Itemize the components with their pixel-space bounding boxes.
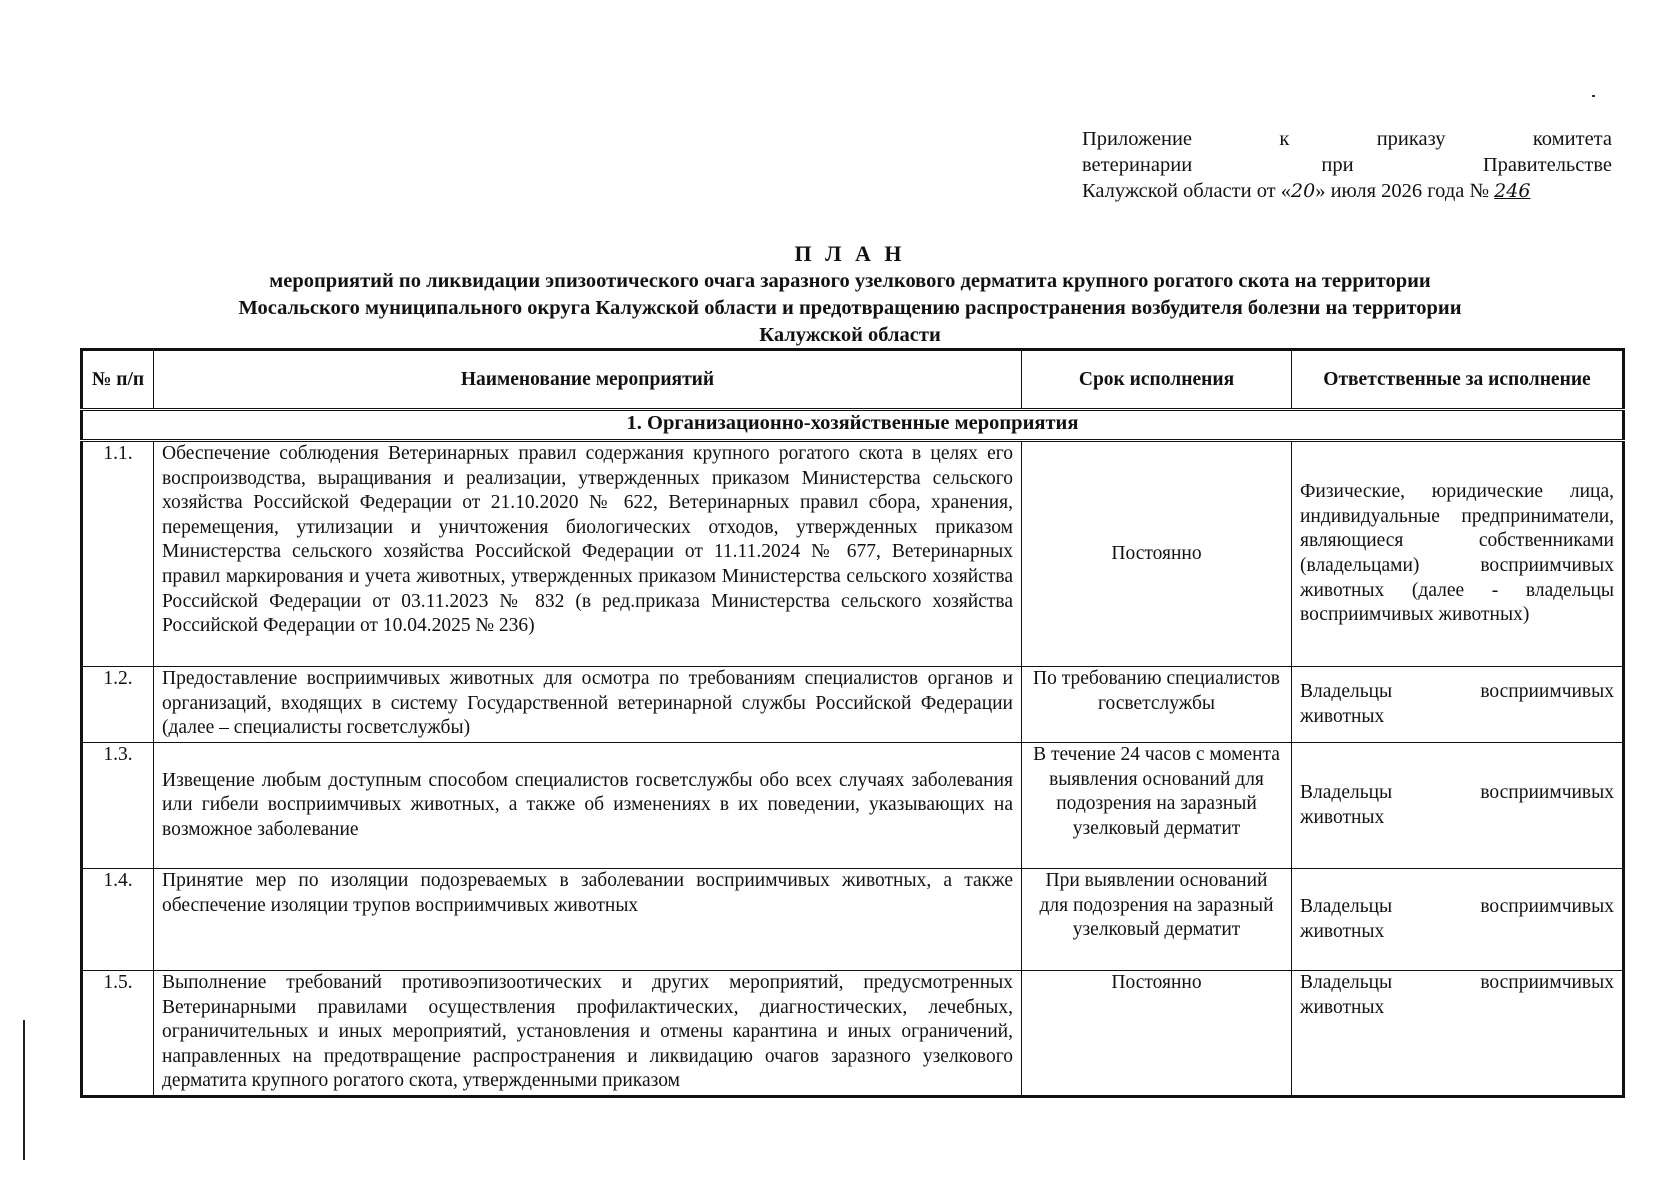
plan-subtitle-line: Мосальского муниципального округа Калужской области и предотвращению распространения возбудителя болезни на территории [238, 297, 1462, 319]
row-activity: Извещение любым доступным способом специалистов госветслужбы обо всех случаях заболевания или гибели восприимчивых животных, а также об изменениях в их поведении, указывающих на возможное заболевание [154, 743, 1022, 869]
handwritten-order-number: 246 [1494, 180, 1531, 202]
annex-word: ветеринарии [1082, 154, 1193, 176]
row-number: 1.1. [82, 441, 154, 667]
table-row [82, 441, 1624, 667]
table-header-row [82, 350, 1624, 410]
row-activity: Обеспечение соблюдения Ветеринарных правил содержания крупного рогатого скота в целях его воспроизводства, выращивания и реализации, утвержденных приказом Министерства сельского хозяйства Российской Федерации от 21.10.2020 № 622, Ветеринарных правил сбора, хранения, перемещения, утилизации и уничтожения биологических отходов, утвержденных приказом Министерства сельского хозяйства Российской Федерации от 11.11.2024 № 677, Ветеринарных правил маркирования и учета животных, утвержденных приказом Министерства сельского хозяйства Российской Федерации от 03.11.2023 № 832 (в ред.приказа Министерства сельского хозяйства Российской Федерации от 10.04.2025 № 236) [154, 441, 1022, 667]
row-responsible: Владельцы восприимчивых животных [1292, 667, 1624, 743]
row-term: Постоянно [1022, 971, 1292, 1097]
table-row [82, 971, 1624, 1097]
annex-line-3 [1082, 178, 1612, 204]
section-row [82, 410, 1624, 441]
handwritten-date: 20 [1291, 180, 1316, 202]
annex-word: при [1321, 154, 1354, 176]
annex-header [1082, 126, 1612, 204]
annex-line-1 [1082, 126, 1612, 152]
annex-text: » июля 2026 года № [1315, 180, 1495, 202]
row-responsible: Владельцы восприимчивых животных [1292, 971, 1624, 1097]
annex-word: Приложение [1082, 128, 1193, 150]
row-number: 1.4. [82, 869, 154, 971]
annex-line-2 [1082, 152, 1612, 178]
table-row [82, 667, 1624, 743]
row-number: 1.2. [82, 667, 154, 743]
section-title: 1. Организационно-хозяйственные мероприятия [82, 410, 1624, 441]
row-activity: Принятие мер по изоляции подозреваемых в заболевании восприимчивых животных, а также обеспечение изоляции трупов восприимчивых животных [154, 869, 1022, 971]
table-row [82, 869, 1624, 971]
annex-word: к [1279, 128, 1290, 150]
annex-word: Правительстве [1482, 154, 1612, 176]
header-name: Наименование мероприятий [154, 350, 1022, 410]
row-activity: Предоставление восприимчивых животных для осмотра по требованиям специалистов органов и организаций, входящих в систему Государственной ветеринарной службы Российской Федерации (далее – специалисты госветслужбы) [154, 667, 1022, 743]
row-activity: Выполнение требований противоэпизоотических и других мероприятий, предусмотренных Ветеринарными правилами осуществления профилактических, диагностических, лечебных, ограничительных и иных мероприятий, установления и отмены карантина и иных ограничений, направленных на предотвращение распространения и ликвидацию очагов заразного узелкового дерматита крупного рогатого скота, утвержденными приказом [154, 971, 1022, 1097]
row-term: В течение 24 часов с момента выявления оснований для подозрения на заразный узелковый дерматит [1022, 743, 1292, 869]
scan-margin-line [23, 1020, 25, 1160]
header-responsible: Ответственные за исполнение [1292, 350, 1624, 410]
scan-speck [1592, 95, 1595, 97]
row-number: 1.3. [82, 743, 154, 869]
annex-word: комитета [1532, 128, 1612, 150]
header-num: № п/п [82, 350, 154, 410]
plan-subtitle-line: Калужской области [759, 324, 941, 346]
row-number: 1.5. [82, 971, 154, 1097]
row-term: При выявлении оснований для подозрения на заразный узелковый дерматит [1022, 869, 1292, 971]
table-row [82, 743, 1624, 869]
row-term: Постоянно [1022, 441, 1292, 667]
plan-title: П Л А Н [794, 241, 906, 266]
row-term: По требованию специалистов госветслужбы [1022, 667, 1292, 743]
row-responsible: Физические, юридические лица, индивидуальные предприниматели, являющиеся собственниками (владельцами) восприимчивых животных (далее - владельцы восприимчивых животных) [1292, 441, 1624, 667]
header-term: Срок исполнения [1022, 350, 1292, 410]
annex-word: приказу [1376, 128, 1446, 150]
document-title-block [80, 240, 1620, 349]
row-responsible: Владельцы восприимчивых животных [1292, 869, 1624, 971]
plan-subtitle-line: мероприятий по ликвидации эпизоотического очага заразного узелкового дерматита крупного рогатого скота на территории [269, 270, 1431, 292]
row-responsible: Владельцы восприимчивых животных [1292, 743, 1624, 869]
plan-table [80, 348, 1625, 1098]
annex-text: Калужской области от « [1082, 180, 1292, 202]
